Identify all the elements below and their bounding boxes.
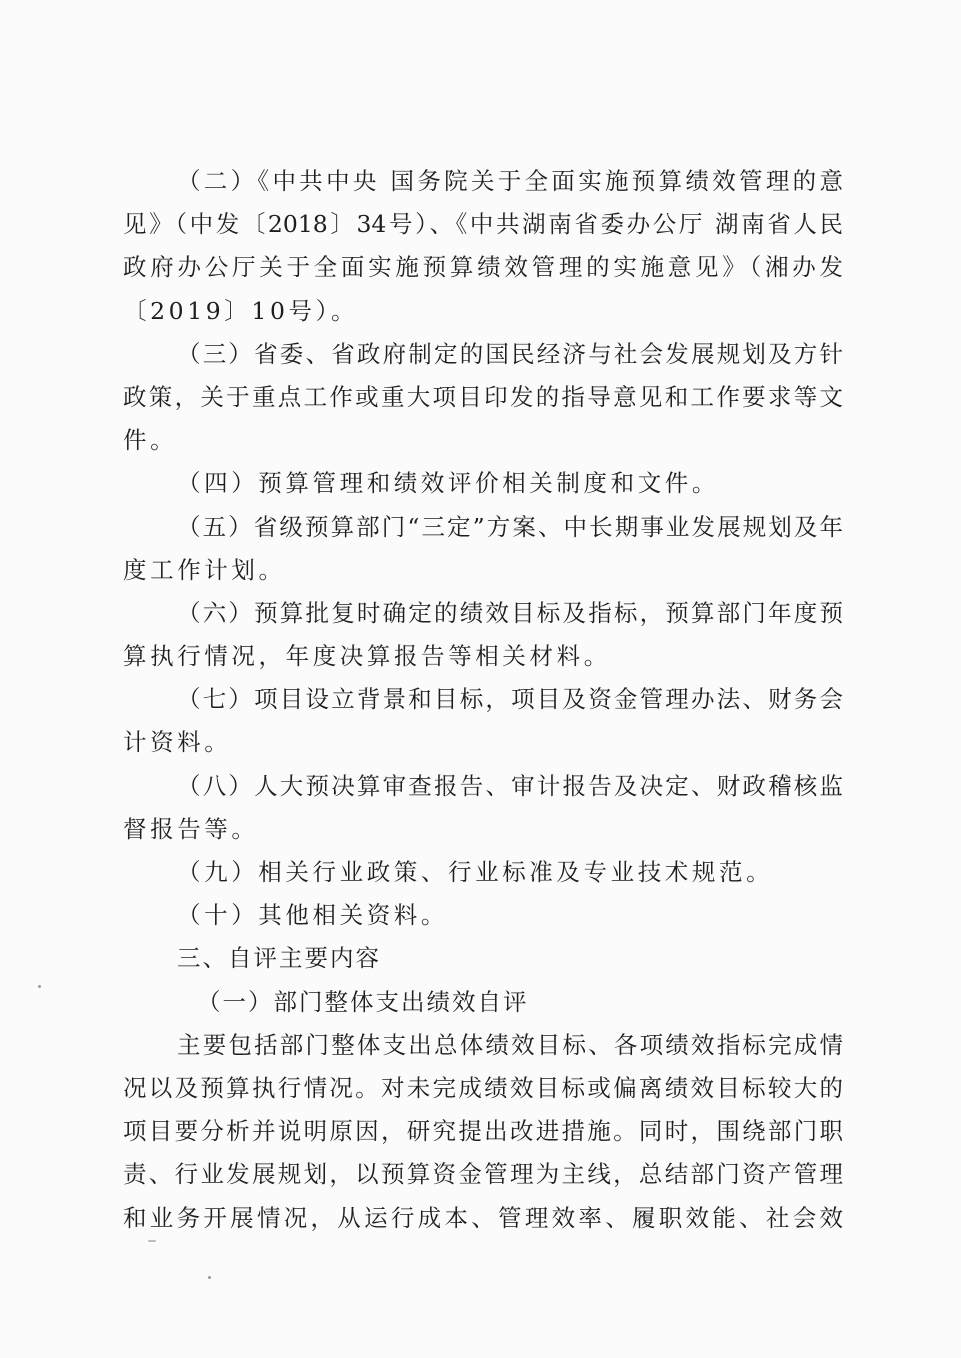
paragraph-line: 算执行情况，年度决算报告等相关材料。 (123, 642, 611, 671)
paragraph-line: （二）《中共中央 国务院关于全面实施预算绩效管理的意 (177, 167, 843, 195)
paragraph-line: 主要包括部门整体支出总体绩效目标、各项绩效指标完成情 (177, 1030, 843, 1059)
paragraph-line: 政府办公厅关于全面实施预算绩效管理的实施意见》（湘办发 (123, 253, 843, 282)
paragraph-line: 见》（中发〔2018〕34号）、《中共湖南省委办公厅 湖南省人民 (123, 210, 843, 239)
paragraph-line: （九）相关行业政策、行业标准及专业技术规范。 (177, 858, 774, 886)
paragraph-line: 况以及预算执行情况。对未完成绩效目标或偏离绩效目标较大的 (123, 1073, 843, 1102)
paragraph-line: 责、行业发展规划，以预算资金管理为主线，总结部门资产管理 (123, 1160, 843, 1189)
paragraph-line: 度工作计划。 (123, 555, 286, 584)
paragraph-line: 计资料。 (123, 728, 232, 757)
paragraph-line: 政策，关于重点工作或重大项目印发的指导意见和工作要求等文 (123, 382, 843, 411)
section-heading: 三、自评主要内容 (177, 944, 381, 973)
paragraph-line: （十）其他相关资料。 (177, 901, 448, 930)
paragraph-line: （六）预算批复时确定的绩效目标及指标，预算部门年度预 (177, 598, 843, 627)
paragraph-line: （七）项目设立背景和目标，项目及资金管理办法、财务会 (177, 685, 843, 714)
document-body (123, 160, 843, 1240)
scan-speck (208, 1276, 211, 1279)
paragraph-line: 和业务开展情况，从运行成本、管理效率、履职效能、社会效 (123, 1203, 843, 1232)
subsection-heading: （一）部门整体支出绩效自评 (197, 987, 529, 1016)
paragraph-line: （五）省级预算部门“三定”方案、中长期事业发展规划及年 (177, 512, 843, 541)
paragraph-line: （三）省委、省政府制定的国民经济与社会发展规划及方针 (177, 339, 843, 368)
paragraph-line: 件。 (123, 426, 178, 455)
paragraph-line: 项目要分析并说明原因，研究提出改进措施。同时，围绕部门职 (123, 1117, 843, 1146)
paragraph-line: （四）预算管理和绩效评价相关制度和文件。 (177, 469, 719, 498)
scan-speck (38, 985, 41, 988)
paragraph-line: 督报告等。 (123, 814, 259, 843)
scan-speck (148, 1240, 156, 1242)
paragraph-line: （八）人大预决算审查报告、审计报告及决定、财政稽核监 (177, 771, 843, 800)
paragraph-line: 〔2019〕10号）。 (123, 296, 359, 325)
